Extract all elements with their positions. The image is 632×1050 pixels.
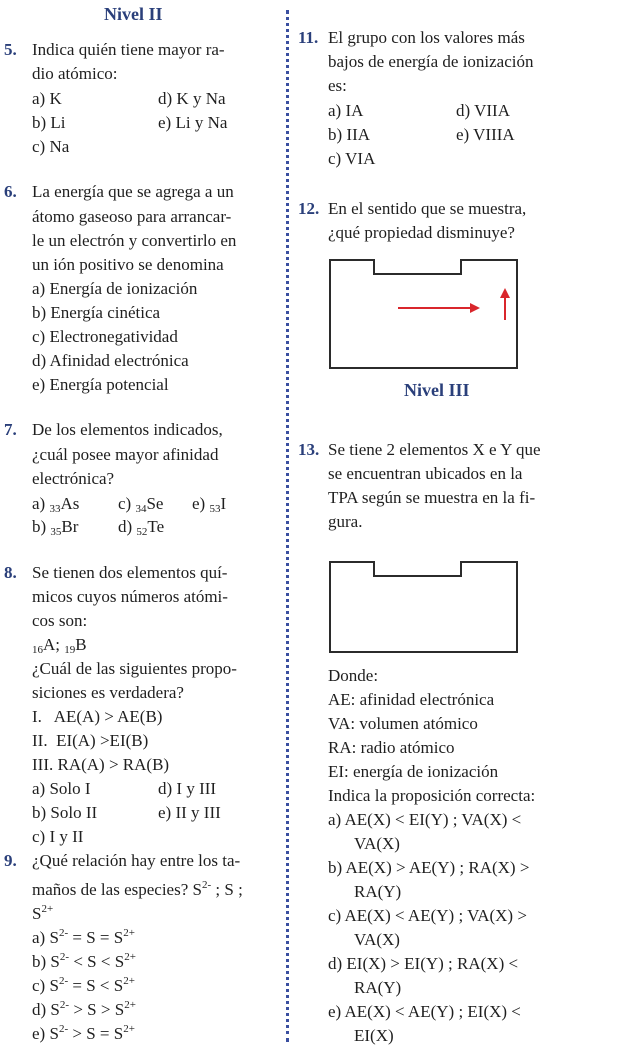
q7-c-symbol: Se	[146, 494, 164, 513]
q6-line-2: átomo gaseoso para arrancar-	[32, 207, 232, 226]
q7-option-d	[118, 517, 164, 542]
q7-a-symbol: As	[60, 494, 80, 513]
q6-line-4: un ión positivo se denomina	[32, 255, 224, 274]
q7-d-symbol: Te	[147, 517, 165, 536]
q5-option-b: b) Li	[32, 113, 66, 132]
q9-opt-label: c)	[32, 976, 46, 995]
q9-opt-s-cation: S	[113, 1024, 124, 1043]
q12-line-2: ¿qué propiedad disminuye?	[328, 223, 515, 242]
q11-option-b: b) IIA	[328, 125, 371, 144]
q9-opt-relation-2: =	[95, 1024, 114, 1043]
q5-line-1: Indica quién tiene mayor ra-	[32, 40, 225, 59]
q13-def-ra: RA: radio atómico	[328, 738, 455, 757]
q9-opt-charge-anion: 2-	[58, 1023, 69, 1035]
q9-opt-relation-1: >	[68, 1024, 87, 1043]
q9-option-a	[32, 923, 135, 948]
q13-option-a: a) AE(X) < EI(Y) ; VA(X) <	[328, 810, 522, 829]
nivel-ii-heading: Nivel II	[104, 4, 163, 24]
q9-opt-s-cation: S	[114, 1000, 125, 1019]
q11-line-1: El grupo con los valores más	[328, 28, 525, 47]
q6-option-a: a) Energía de ionización	[32, 279, 198, 298]
q9-opt-charge-anion: 2-	[59, 951, 70, 963]
q11-option-c: c) VIA	[328, 149, 376, 168]
q13-line-2: se encuentran ubicados en la	[328, 464, 523, 483]
q11-option-d: d) VIIA	[456, 101, 510, 120]
q9-charge-3: 2+	[41, 903, 54, 915]
q13-option-e: e) AE(X) < AE(Y) ; EI(X) <	[328, 1002, 521, 1021]
q9-opt-s-neutral: S	[86, 928, 96, 947]
q7-c-label: c)	[118, 494, 132, 513]
q5-option-a: a) K	[32, 89, 62, 108]
q9-sep-1: ;	[211, 880, 225, 899]
q13-line-3: TPA según se muestra en la fi-	[328, 488, 536, 507]
q9-opt-relation-2: <	[95, 976, 114, 995]
q9-opt-relation-2: =	[95, 928, 114, 947]
q5-option-c: c) Na	[32, 137, 70, 156]
q9-opt-charge-anion: 2-	[58, 975, 69, 987]
table-outline	[330, 260, 517, 368]
q5-option-e: e) Li y Na	[158, 113, 228, 132]
q6-number: 6.	[4, 182, 17, 201]
periodic-table-outline	[328, 560, 528, 656]
column-divider	[286, 10, 289, 1042]
q11-number: 11.	[298, 28, 319, 47]
q12-line-1: En el sentido que se muestra,	[328, 199, 527, 218]
q8-line-2: micos cuyos números atómi-	[32, 587, 228, 606]
q9-option-b	[32, 947, 136, 972]
q9-line-2-text: maños de las especies?	[32, 880, 189, 899]
q9-opt-label: e)	[32, 1024, 46, 1043]
q5-number: 5.	[4, 40, 17, 59]
q8-option-b: b) Solo II	[32, 803, 98, 822]
q5-option-d: d) K y Na	[158, 89, 226, 108]
q8-line-3: cos son:	[32, 611, 88, 630]
q7-e-symbol: I	[220, 494, 227, 513]
q9-option-e	[32, 1019, 135, 1044]
q8-number: 8.	[4, 563, 17, 582]
q9-opt-s-cation: S	[113, 976, 124, 995]
q9-opt-charge-anion: 2-	[59, 999, 70, 1011]
q7-line-3: electrónica?	[32, 469, 115, 488]
q9-opt-relation-2: <	[96, 952, 115, 971]
q13-indica: Indica la proposición correcta:	[328, 786, 536, 805]
q8-z1: 16	[32, 644, 43, 656]
q9-opt-s-neutral: S	[87, 952, 97, 971]
q13-option-d-cont: RA(Y)	[354, 978, 402, 997]
q13-option-c-cont: VA(X)	[354, 930, 400, 949]
q13-option-e-cont: EI(X)	[354, 1026, 394, 1045]
q9-opt-s-neutral: S	[87, 1000, 97, 1019]
q9-opt-s-cation: S	[113, 928, 124, 947]
q8-line-1: Se tienen dos elementos quí-	[32, 563, 228, 582]
q8-option-e: e) II y III	[158, 803, 221, 822]
q7-a-z: 33	[49, 503, 61, 515]
q12-number: 12.	[298, 199, 320, 218]
q13-option-c: c) AE(X) < AE(Y) ; VA(X) >	[328, 906, 527, 925]
q13-donde: Donde:	[328, 666, 379, 685]
q8-prop-2: II. EI(A) >EI(B)	[32, 731, 149, 750]
q9-opt-s-anion: S	[49, 928, 59, 947]
q9-opt-relation-1: =	[68, 976, 87, 995]
q7-e-label: e)	[192, 494, 206, 513]
q9-opt-label: d)	[32, 1000, 47, 1019]
q8-option-a: a) Solo I	[32, 779, 91, 798]
q9-opt-relation-1: >	[69, 1000, 88, 1019]
q7-line-1: De los elementos indicados,	[32, 420, 223, 439]
q13-line-1: Se tiene 2 elementos X e Y que	[328, 440, 541, 459]
q7-b-symbol: Br	[61, 517, 79, 536]
q9-opt-s-neutral: S	[86, 976, 96, 995]
q9-line-3	[32, 899, 53, 924]
q8-prop-1: I. AE(A) > AE(B)	[32, 707, 163, 726]
table-outline-2	[330, 562, 517, 652]
q9-opt-label: b)	[32, 952, 47, 971]
q8-ask-1: ¿Cuál de las siguientes propo-	[32, 659, 237, 678]
q7-a-label: a)	[32, 494, 46, 513]
q8-option-c: c) I y II	[32, 827, 84, 846]
q9-opt-charge-anion: 2-	[58, 927, 69, 939]
q13-option-a-cont: VA(X)	[354, 834, 400, 853]
periodic-table-outline-arrows	[328, 258, 528, 372]
q6-option-d: d) Afinidad electrónica	[32, 351, 189, 370]
q7-number: 7.	[4, 420, 17, 439]
q9-option-c	[32, 971, 135, 996]
q9-sep-2: ;	[233, 880, 243, 899]
q7-option-c	[118, 494, 163, 519]
q13-option-d: d) EI(X) > EI(Y) ; RA(X) <	[328, 954, 519, 973]
q9-opt-s-anion: S	[49, 1024, 59, 1043]
q9-opt-charge-cation: 2+	[124, 951, 136, 963]
q5-line-2: dio atómico:	[32, 64, 118, 83]
q11-line-3: es:	[328, 76, 347, 95]
q9-line-2	[32, 875, 243, 900]
q9-option-d	[32, 995, 136, 1020]
q11-option-a: a) IA	[328, 101, 364, 120]
q9-opt-charge-cation: 2+	[124, 999, 136, 1011]
arrow-right-icon	[470, 303, 480, 313]
q9-opt-s-cation: S	[114, 952, 125, 971]
q13-line-4: gura.	[328, 512, 363, 531]
q9-line-1: ¿Qué relación hay entre los ta-	[32, 851, 241, 870]
q8-prop-3: III. RA(A) > RA(B)	[32, 755, 170, 774]
q9-opt-relation-1: <	[69, 952, 88, 971]
q13-number: 13.	[298, 440, 320, 459]
q7-option-b	[32, 517, 78, 542]
q9-opt-s-neutral: S	[86, 1024, 96, 1043]
q8-element-a: A;	[43, 635, 60, 654]
q7-b-z: 35	[50, 526, 62, 538]
q9-opt-charge-cation: 2+	[123, 975, 135, 987]
q8-element-b: B	[75, 635, 87, 654]
q7-c-z: 34	[135, 503, 147, 515]
q7-option-e	[192, 494, 226, 519]
q7-e-z: 53	[209, 503, 221, 515]
q11-line-2: bajos de energía de ionización	[328, 52, 534, 71]
q9-opt-charge-cation: 2+	[123, 927, 135, 939]
q9-charge-1: 2-	[201, 879, 212, 891]
q11-option-e: e) VIIIA	[456, 125, 515, 144]
q9-species-2: S	[224, 880, 234, 899]
q9-opt-label: a)	[32, 928, 46, 947]
q6-option-e: e) Energía potencial	[32, 375, 169, 394]
q7-b-label: b)	[32, 517, 47, 536]
q8-elements	[32, 635, 87, 660]
q9-species-3: S	[32, 904, 42, 923]
q6-option-c: c) Electronegatividad	[32, 327, 178, 346]
q7-d-z: 52	[136, 526, 148, 538]
q9-opt-charge-cation: 2+	[123, 1023, 135, 1035]
q6-line-3: le un electrón y convertirlo en	[32, 231, 237, 250]
q13-option-b: b) AE(X) > AE(Y) ; RA(X) >	[328, 858, 530, 877]
q9-opt-s-anion: S	[50, 952, 60, 971]
q13-def-va: VA: volumen atómico	[328, 714, 478, 733]
q13-option-b-cont: RA(Y)	[354, 882, 402, 901]
q8-option-d: d) I y III	[158, 779, 217, 798]
q7-d-label: d)	[118, 517, 133, 536]
q9-opt-s-anion: S	[50, 1000, 60, 1019]
q8-z2: 19	[64, 644, 76, 656]
nivel-iii-heading: Nivel III	[404, 380, 470, 400]
q6-option-b: b) Energía cinética	[32, 303, 161, 322]
q9-number: 9.	[4, 851, 17, 870]
arrow-up-icon	[500, 288, 510, 298]
q9-species-1: S	[192, 880, 202, 899]
q9-opt-s-anion: S	[49, 976, 59, 995]
q7-option-a	[32, 494, 79, 519]
q13-def-ae: AE: afinidad electrónica	[328, 690, 495, 709]
q6-line-1: La energía que se agrega a un	[32, 182, 234, 201]
q13-def-ei: EI: energía de ionización	[328, 762, 499, 781]
q7-line-2: ¿cuál posee mayor afinidad	[32, 445, 219, 464]
q8-ask-2: siciones es verdadera?	[32, 683, 184, 702]
q9-opt-relation-2: >	[96, 1000, 115, 1019]
q9-opt-relation-1: =	[68, 928, 87, 947]
